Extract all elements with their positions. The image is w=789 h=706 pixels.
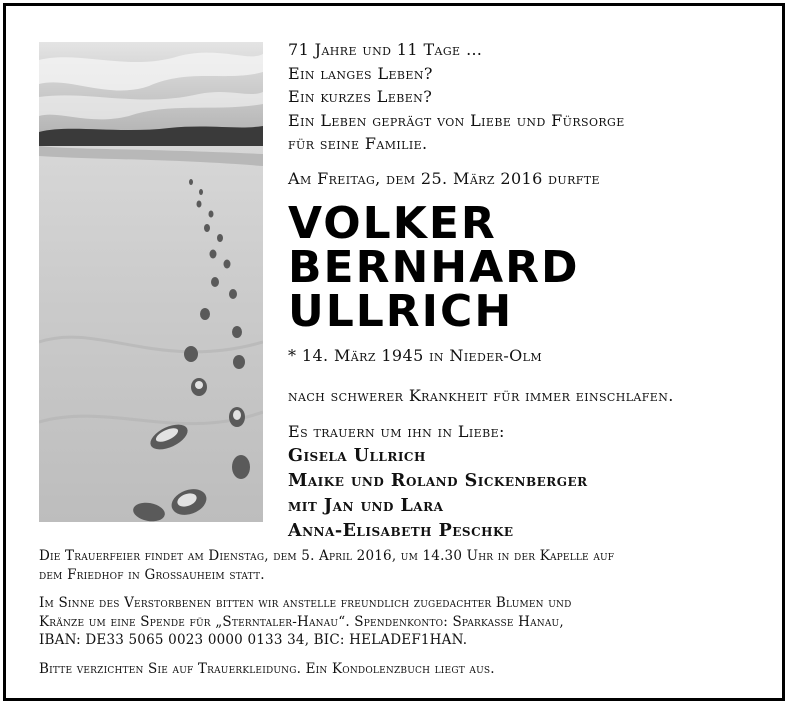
closing-paragraph xyxy=(39,660,759,679)
mourners-list xyxy=(288,444,758,544)
intro-verse xyxy=(288,38,758,156)
donation-paragraph xyxy=(39,594,759,650)
deceased-name xyxy=(288,198,758,337)
mourner-name: Maike und Roland Sickenberger xyxy=(288,470,588,491)
passing-line: nach schwerer Krankheit für immer einschlafen. xyxy=(288,385,674,405)
intro-line: Ein Leben geprägt von Liebe und Fürsorge xyxy=(288,110,625,130)
closing-line: Bitte verzichten Sie auf Trauerkleidung. Ein Kondolenzbuch liegt aus. xyxy=(39,660,495,677)
funeral-line: dem Friedhof in Großauheim statt. xyxy=(39,566,265,583)
name-line: VOLKER xyxy=(288,198,497,249)
donation-line: Im Sinne des Verstorbenen bitten wir anstelle freundlich zugedachter Blumen und xyxy=(39,595,572,611)
beach-footprints-photo xyxy=(39,42,263,522)
obituary-notice xyxy=(3,3,785,701)
mourner-name: Gisela Ullrich xyxy=(288,445,426,466)
birth-line: * 14. März 1945 in Nieder-Olm xyxy=(288,346,543,365)
mourning-intro: Es trauern um ihn in Liebe: xyxy=(288,422,505,441)
donation-line: IBAN: DE33 5065 0023 0000 0133 34, BIC: HELADEF1HAN. xyxy=(39,632,468,648)
funeral-line: Die Trauerfeier findet am Dienstag, dem 5. April 2016, um 14.30 Uhr in der Kapelle auf xyxy=(39,548,615,564)
name-line: ULLRICH xyxy=(288,286,514,337)
intro-line: Ein langes Leben? xyxy=(288,63,433,83)
intro-line: Ein kurzes Leben? xyxy=(288,87,433,106)
name-line: BERNHARD xyxy=(288,242,580,293)
obituary-text xyxy=(288,38,758,544)
donation-line: Kränze um eine Spende für „Sterntaler-Hanau“. Spendenkonto: Sparkasse Hanau, xyxy=(39,613,564,630)
intro-line: für seine Familie. xyxy=(288,134,428,153)
mourner-name: Anna-Elisabeth Peschke xyxy=(288,520,514,541)
service-details xyxy=(39,547,759,688)
mourner-name: mit Jan und Lara xyxy=(288,495,444,516)
intro-line: 71 Jahre und 11 Tage … xyxy=(288,40,483,59)
death-date-line: Am Freitag, dem 25. März 2016 durfte xyxy=(288,168,600,188)
funeral-paragraph xyxy=(39,547,759,584)
